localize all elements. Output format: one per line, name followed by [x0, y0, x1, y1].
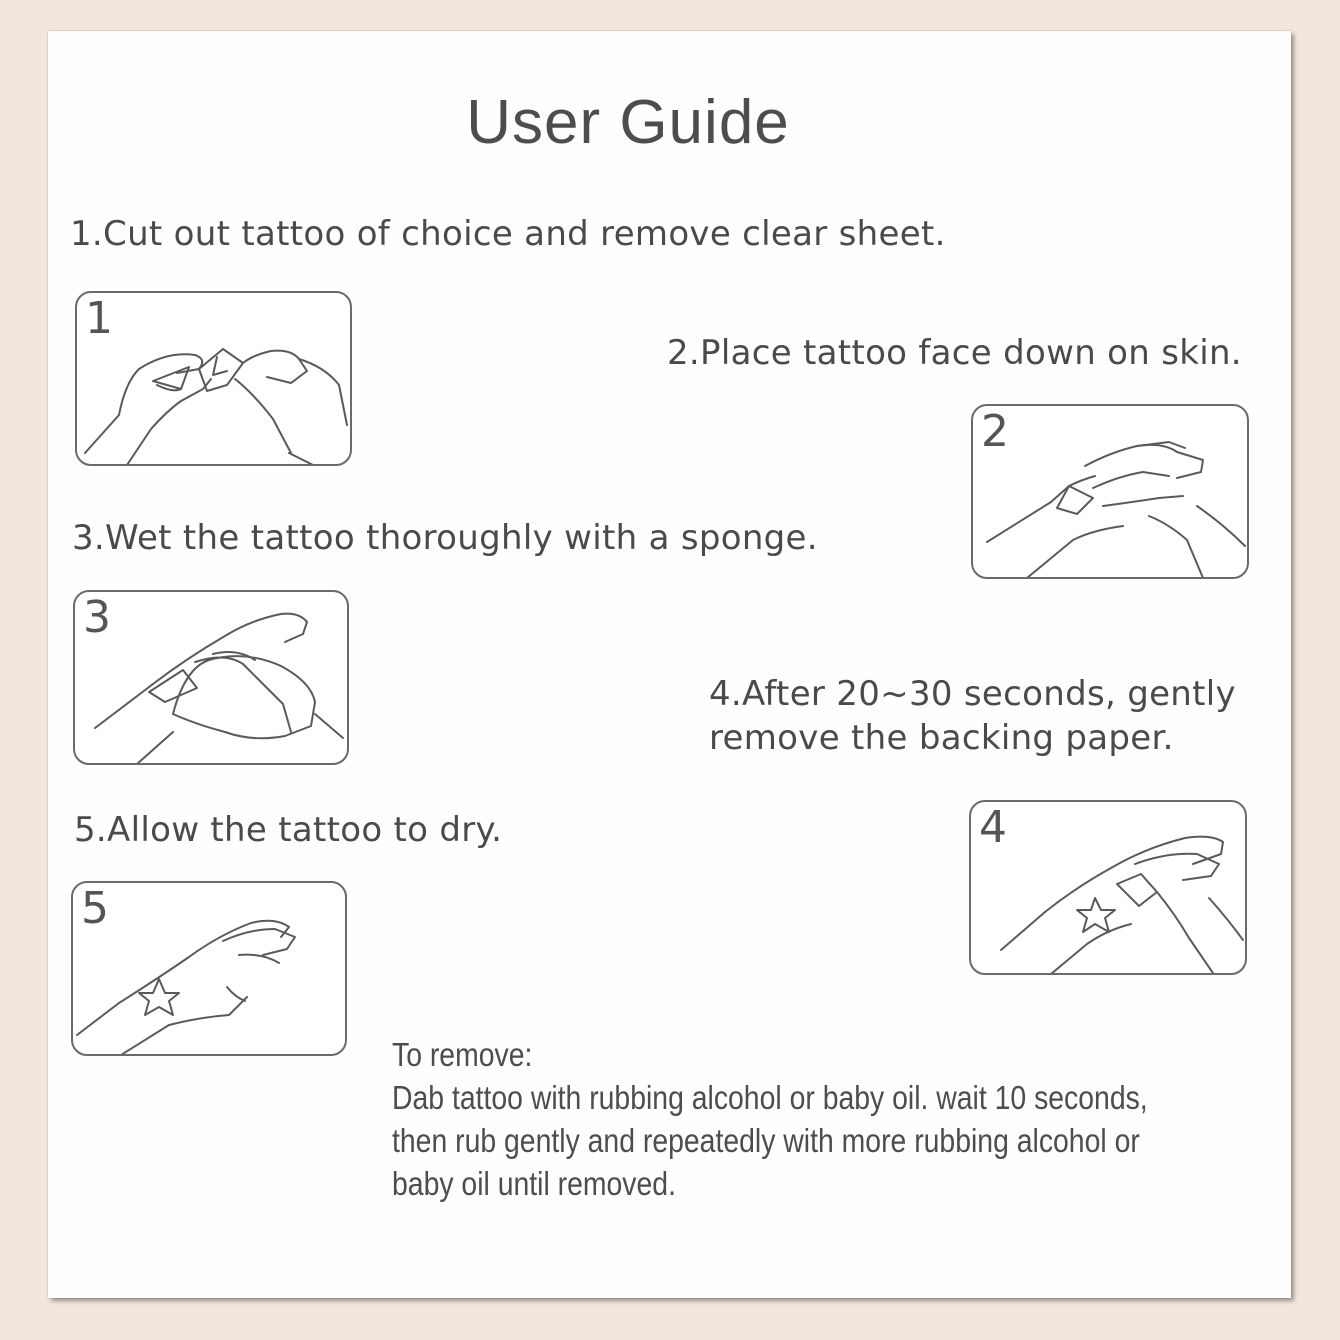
- step-3-illustration: [73, 590, 349, 765]
- hand-removing-backing-icon: [971, 802, 1247, 975]
- hand-wetting-sponge-icon: [75, 592, 349, 765]
- step-4-text: [709, 672, 1236, 760]
- step-4-illustration: [969, 800, 1247, 975]
- hand-with-tattoo-icon: [73, 883, 347, 1056]
- removal-instructions: [392, 1033, 1278, 1205]
- panel-number: 1: [85, 293, 113, 344]
- step-4-line-2: remove the backing paper.: [709, 718, 1174, 758]
- hand-placing-tattoo-icon: [973, 406, 1249, 579]
- panel-number: 3: [83, 592, 111, 643]
- step-4-line-1: 4.After 20~30 seconds, gently: [709, 674, 1236, 714]
- step-2-illustration: [971, 404, 1249, 579]
- panel-number: 4: [979, 802, 1007, 853]
- removal-heading: To remove:: [392, 1036, 533, 1073]
- step-2-text: 2.Place tattoo face down on skin.: [667, 333, 1242, 373]
- hands-peeling-sheet-icon: [77, 293, 352, 466]
- step-5-illustration: [71, 881, 347, 1056]
- panel-number: 2: [981, 406, 1009, 457]
- step-1-text: 1.Cut out tattoo of choice and remove clear sheet.: [70, 214, 946, 254]
- step-1-illustration: [75, 291, 352, 466]
- panel-number: 5: [81, 883, 109, 934]
- removal-line-3: baby oil until removed.: [392, 1165, 676, 1202]
- page-title: User Guide: [466, 88, 790, 157]
- removal-line-1: Dab tattoo with rubbing alcohol or baby oil. wait 10 seconds,: [392, 1079, 1148, 1116]
- step-3-text: 3.Wet the tattoo thoroughly with a sponge.: [72, 518, 818, 558]
- step-5-text: 5.Allow the tattoo to dry.: [74, 810, 503, 850]
- removal-line-2: then rub gently and repeatedly with more rubbing alcohol or: [392, 1122, 1140, 1159]
- user-guide-sheet: [48, 31, 1291, 1298]
